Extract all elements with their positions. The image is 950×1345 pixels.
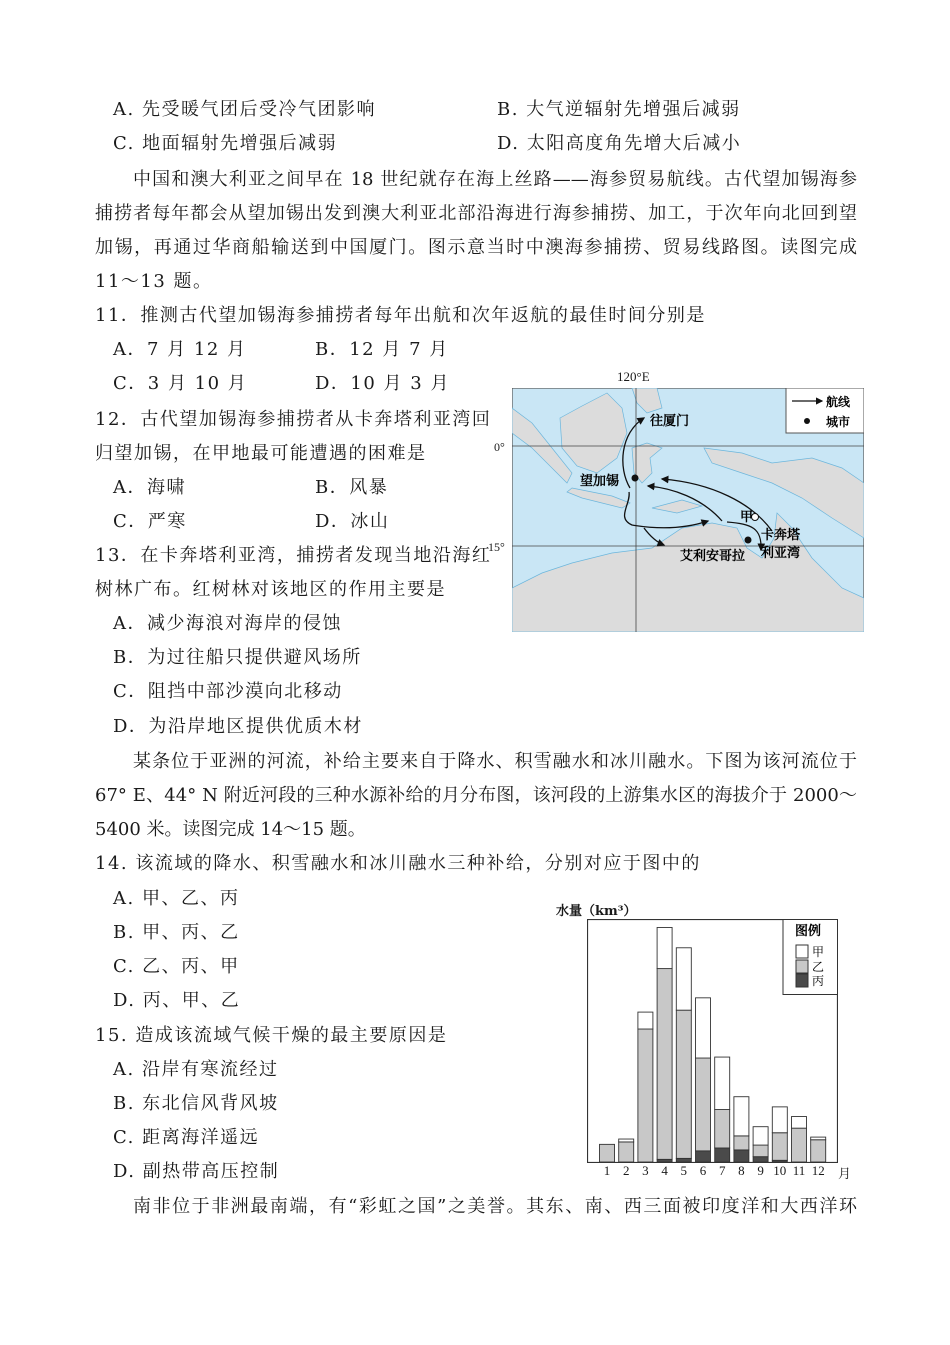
option-12-d: D．冰山 (315, 511, 390, 532)
option-15-d: D. 副热带高压控制 (113, 1161, 280, 1182)
bar-乙-6 (696, 1058, 711, 1151)
option-10-b: B. 大气逆辐射先增强后减弱 (497, 99, 741, 120)
chart-y-label: 水量（km³） (556, 904, 637, 919)
runoff-chart (587, 919, 838, 1163)
question-12-stem: 12．古代望加锡海参捕捞者从卡奔塔利亚湾回 (95, 409, 492, 430)
option-14-a: A. 甲、乙、丙 (113, 888, 240, 909)
passage1-line: 加锡，再通过华商船输送到中国厦门。图示意当时中澳海参捕捞、贸易线路图。读图完成 (95, 237, 857, 258)
question-13-stem: 树林广布。红树林对该地区的作用主要是 (95, 579, 446, 600)
map-lat-15: 15° (488, 540, 505, 554)
passage1-line: 捕捞者每年都会从望加锡出发到澳大利亚北部沿海进行海参捕捞、加工，于次年向北回到望 (95, 203, 857, 224)
city-arnhem-dot (745, 537, 752, 544)
city-makassar-dot (632, 475, 639, 482)
x-tick-label: 9 (757, 1163, 764, 1178)
option-14-c: C. 乙、丙、甲 (113, 956, 240, 977)
bar-乙-4 (657, 969, 672, 1160)
bar-甲-9 (753, 1127, 768, 1145)
x-axis-unit: 月 (838, 1166, 852, 1181)
passage1-line: 中国和澳大利亚之间早在 18 世纪就存在海上丝路——海参贸易航线。古代望加锡海参 (133, 169, 857, 190)
question-13-stem: 13．在卡奔塔利亚湾，捕捞者发现当地沿海红 (95, 545, 492, 566)
option-15-b: B. 东北信风背风坡 (113, 1093, 279, 1114)
bar-乙-11 (792, 1128, 807, 1162)
option-10-d: D. 太阳高度角先增大后减小 (497, 133, 742, 154)
bar-乙-12 (811, 1140, 826, 1162)
option-11-a: A．7 月 12 月 (113, 339, 247, 360)
map-longitude-label: 120°E (617, 369, 650, 384)
legend-jia: 甲 (812, 945, 825, 959)
option-10-c: C. 地面辐射先增强后减弱 (113, 133, 338, 154)
x-tick-label: 5 (680, 1163, 688, 1178)
map-lat-0: 0° (494, 440, 505, 454)
bar-甲-4 (657, 927, 672, 968)
bar-甲-7 (715, 1057, 730, 1109)
label-carpentaria-2: 利亚湾 (761, 546, 801, 561)
bar-甲-2 (619, 1139, 634, 1142)
option-15-a: A. 沿岸有寒流经过 (113, 1059, 279, 1080)
map-legend (786, 388, 864, 433)
label-makassar: 望加锡 (580, 474, 620, 489)
x-tick-label: 10 (773, 1163, 787, 1178)
option-11-d: D．10 月 3 月 (315, 373, 450, 394)
bar-丙-6 (696, 1151, 711, 1162)
question-11-stem: 11．推测古代望加锡海参捕捞者每年出航和次年返航的最佳时间分别是 (95, 305, 706, 326)
question-12-stem: 归望加锡，在甲地最可能遭遇的困难是 (95, 443, 427, 464)
x-tick-label: 4 (661, 1163, 668, 1178)
x-tick-label: 3 (642, 1163, 649, 1178)
legend-city: 城市 (826, 415, 851, 429)
bar-乙-3 (638, 1029, 653, 1162)
bar-丙-8 (734, 1150, 749, 1162)
bar-乙-9 (753, 1145, 768, 1157)
bar-甲-3 (638, 1012, 653, 1029)
legend-yi: 乙 (812, 960, 825, 974)
option-12-c: C．严寒 (113, 511, 187, 532)
x-tick-label: 6 (699, 1163, 707, 1178)
option-15-c: C. 距离海洋遥远 (113, 1127, 260, 1148)
option-13-a: A．减少海浪对海岸的侵蚀 (113, 613, 342, 634)
bar-丙-5 (676, 1158, 691, 1162)
label-arnhem: 艾利安哥拉 (680, 549, 746, 564)
passage2-line: 某条位于亚洲的河流，补给主要来自于降水、积雪融水和冰川融水。下图为该河流位于 (133, 751, 857, 772)
bar-乙-2 (619, 1142, 634, 1162)
bar-甲-5 (676, 948, 691, 1010)
x-tick-label: 8 (738, 1163, 745, 1178)
x-tick-label: 11 (792, 1163, 806, 1178)
bar-甲-12 (811, 1137, 826, 1140)
option-12-b: B．风暴 (315, 477, 389, 498)
passage2-line: 5400 米。读图完成 14～15 题。 (95, 819, 366, 840)
bar-甲-11 (792, 1117, 807, 1129)
label-carpentaria-1: 卡奔塔 (761, 528, 801, 543)
option-14-b: B. 甲、丙、乙 (113, 922, 240, 943)
bar-丙-9 (753, 1157, 768, 1162)
x-tick-label: 2 (622, 1163, 630, 1178)
legend-title: 图例 (795, 924, 822, 939)
legend-bing: 丙 (812, 974, 825, 988)
passage2-line: 67° E、44° N 附近河段的三种水源补给的月分布图，该河段的上游集水区的海拔介于 2000～ (95, 785, 857, 806)
bar-乙-1 (600, 1144, 615, 1162)
bar-甲-8 (734, 1097, 749, 1136)
bar-乙-10 (772, 1133, 787, 1161)
legend-route: 航线 (826, 395, 851, 409)
x-tick-label: 7 (718, 1163, 726, 1178)
bar-乙-7 (715, 1110, 730, 1148)
option-13-d: D．为沿岸地区提供优质木材 (113, 716, 363, 737)
trade-route-map (512, 388, 864, 632)
option-13-c: C．阻挡中部沙漠向北移动 (113, 681, 343, 702)
question-14-stem: 14. 该流域的降水、积雪融水和冰川融水三种补给，分别对应于图中的 (95, 853, 701, 874)
label-to-xiamen: 往厦门 (650, 414, 690, 429)
option-13-b: B．为过往船只提供避风场所 (113, 647, 362, 668)
option-14-d: D. 丙、甲、乙 (113, 990, 241, 1011)
chart-legend (783, 920, 838, 995)
passage3-line: 南非位于非洲最南端，有“彩虹之国”之美誉。其东、南、西三面被印度洋和大西洋环 (133, 1196, 857, 1217)
passage1-line: 11～13 题。 (95, 271, 213, 292)
bar-甲-10 (772, 1107, 787, 1133)
bar-丙-7 (715, 1148, 730, 1162)
bar-乙-5 (676, 1010, 691, 1158)
bar-甲-6 (696, 998, 711, 1058)
x-tick-label: 1 (603, 1163, 611, 1178)
question-15-stem: 15. 造成该流域气候干燥的最主要原因是 (95, 1025, 448, 1046)
option-12-a: A．海啸 (113, 477, 186, 498)
x-tick-label: 12 (811, 1163, 825, 1178)
label-jia: 甲 (740, 510, 754, 525)
option-10-a: A. 先受暖气团后受冷气团影响 (113, 99, 376, 120)
option-11-b: B．12 月 7 月 (315, 339, 449, 360)
option-11-c: C．3 月 10 月 (113, 373, 248, 394)
bar-乙-8 (734, 1136, 749, 1150)
